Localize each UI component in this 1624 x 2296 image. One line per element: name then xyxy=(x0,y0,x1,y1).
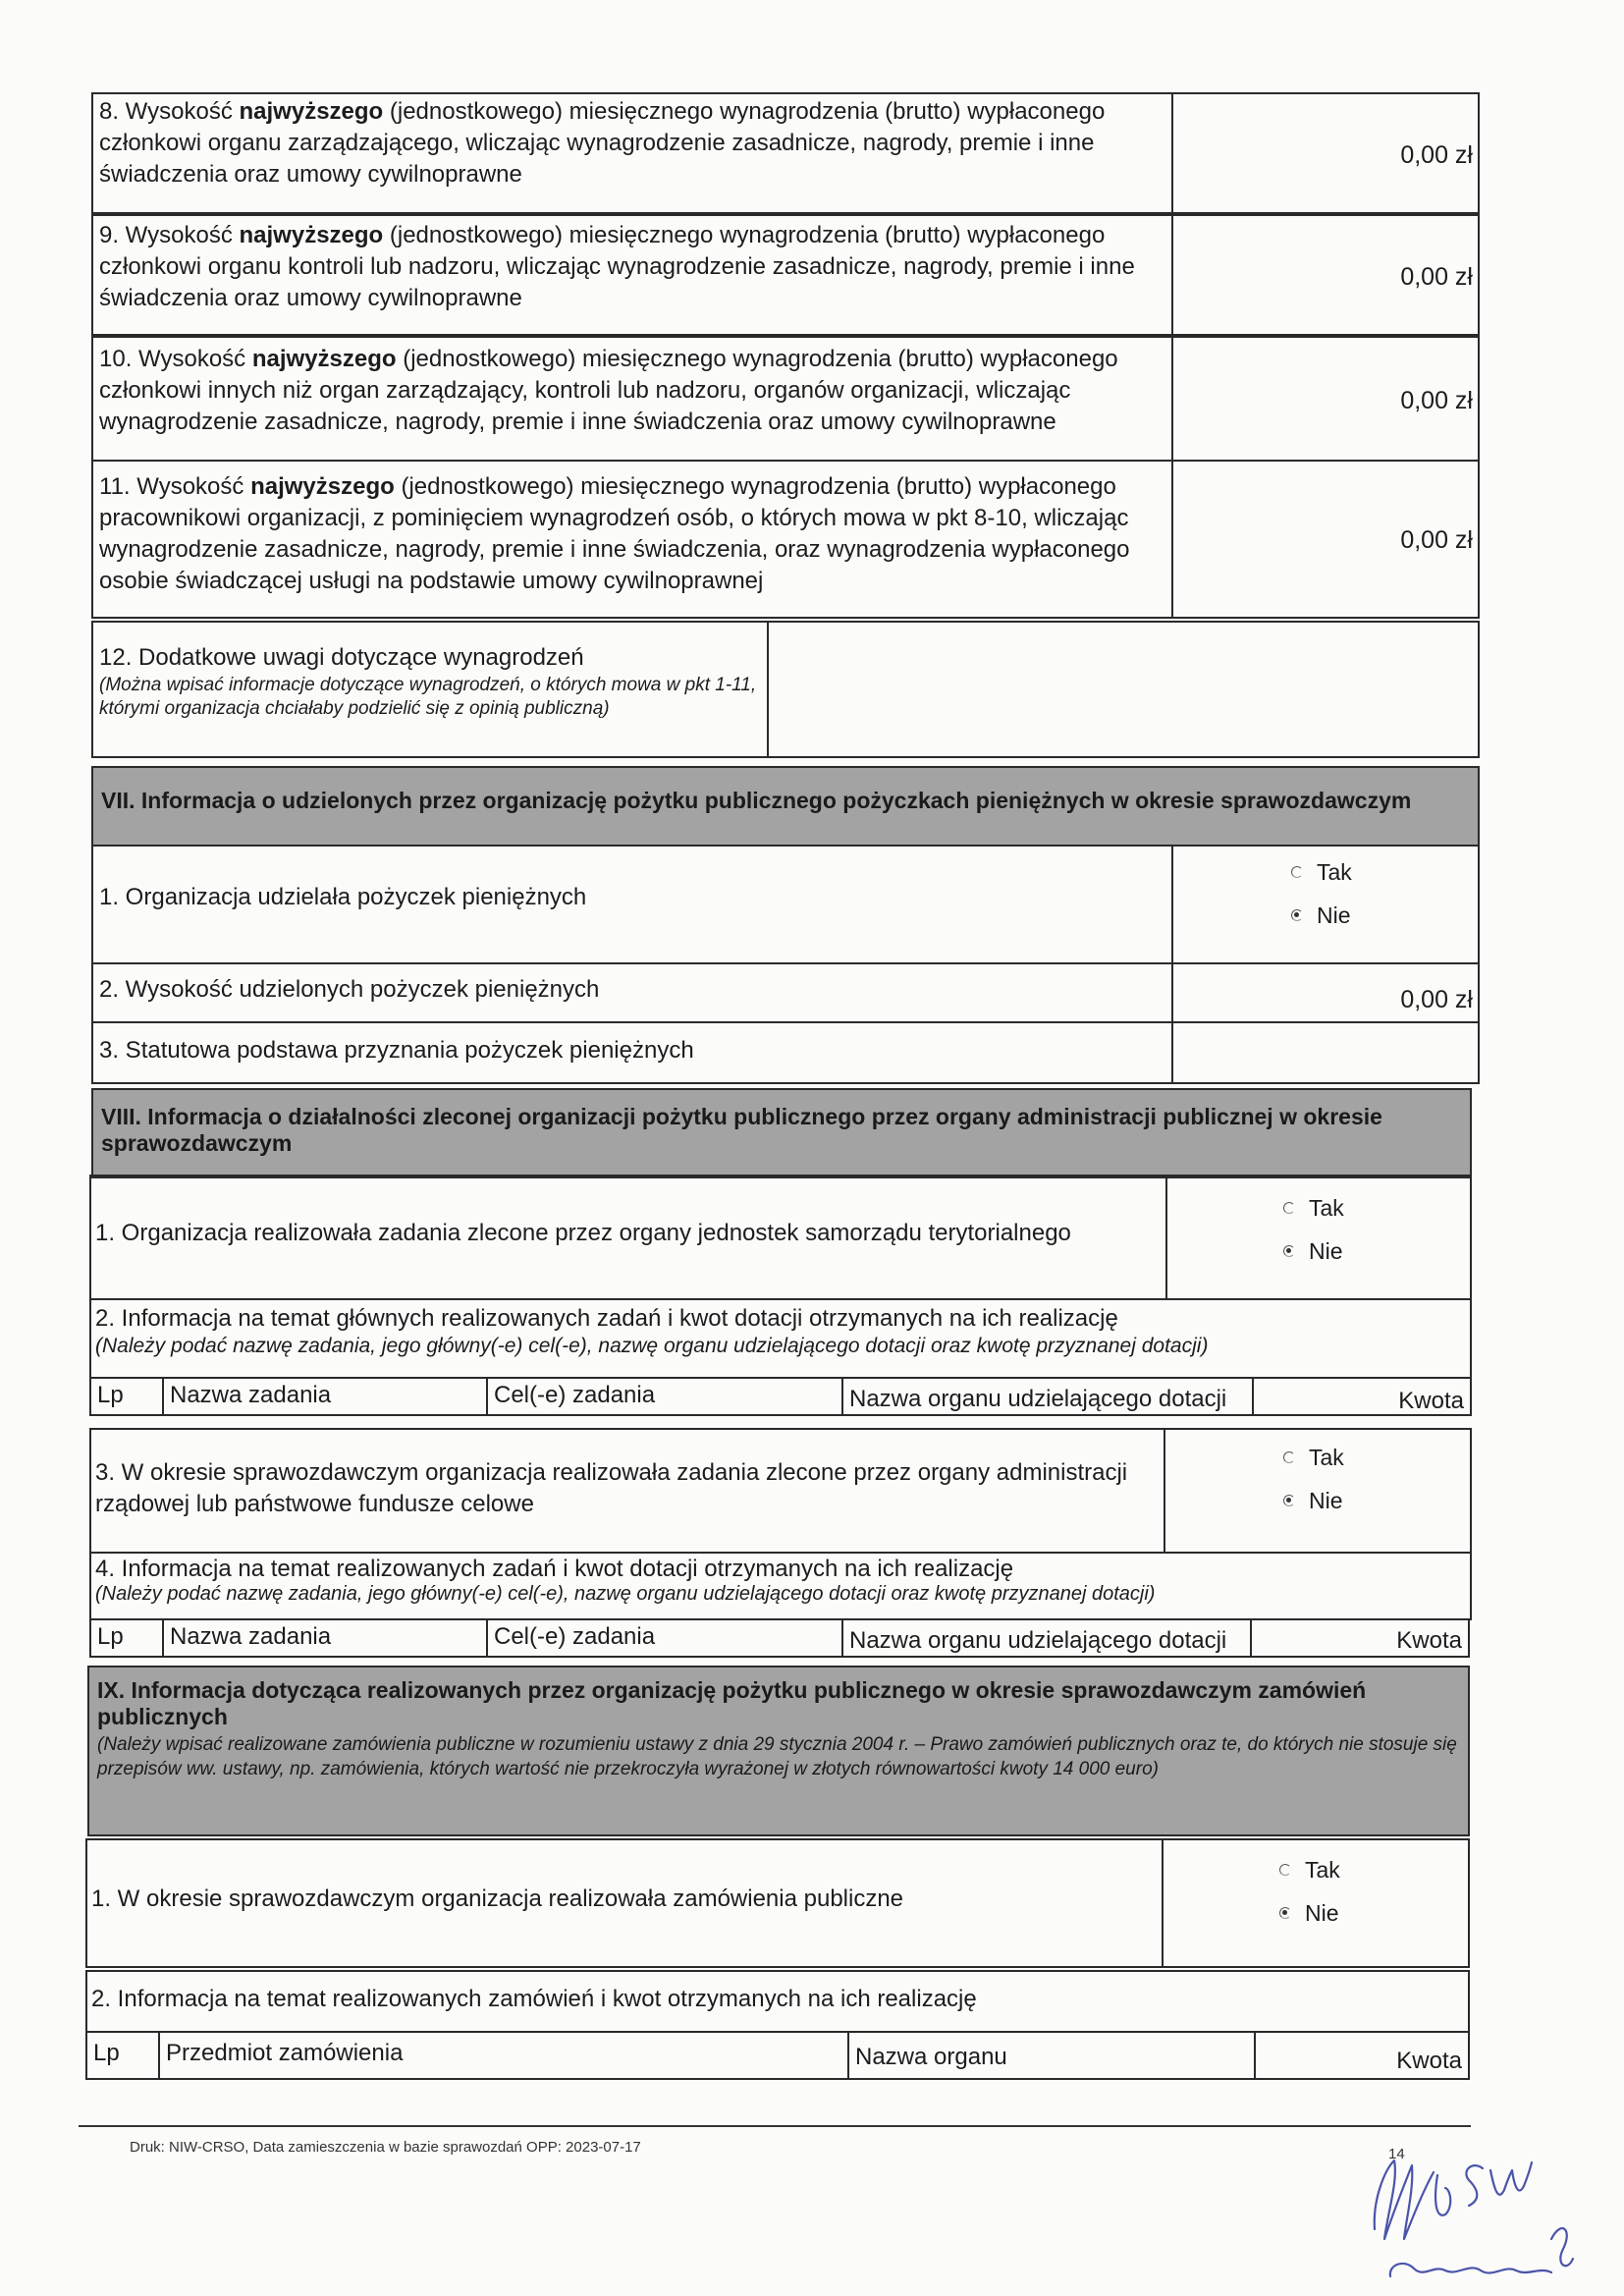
radio-checked-icon xyxy=(1279,1907,1291,1919)
viii-q1-label: 1. Organizacja realizowała zadania zlecone przez organy jednostek samorządu terytorialnego xyxy=(95,1220,1071,1246)
vii-q1-radio-group xyxy=(1291,850,1352,937)
section-ix-note: (Należy wpisać realizowane zamówienia publiczne w rozumieniu ustawy z dnia 29 stycznia 2004 r. – Prawo zamówień publicznych oraz te, do których nie stosuje się przepisów ww. ustawy, np. zamówienia, których wartość nie przekroczyła wyrażonej w złotych równowartości kwoty 14 000 euro) xyxy=(97,1734,1457,1779)
row-10-value: 0,00 zł xyxy=(1400,387,1473,414)
section-ix-title: IX. Informacja dotycząca realizowanych przez organizację pożytku publicznego w okresie sprawozdawczym zamówień publicznych xyxy=(97,1677,1367,1729)
section-ix-header xyxy=(87,1666,1470,1836)
viii-q1-radio-group xyxy=(1283,1186,1344,1273)
vii-q3-value-cell xyxy=(1171,1021,1480,1084)
section-viii-header: VIII. Informacja o działalności zleconej organizacji pożytku publicznego przez organy administracji publicznej w okresie sprawozdawczym xyxy=(91,1088,1472,1178)
section-vii-header: VII. Informacja o udzielonych przez organizację pożytku publicznego pożyczkach pieniężnych w okresie sprawozdawczym xyxy=(91,766,1480,847)
row-11-value: 0,00 zł xyxy=(1400,526,1473,554)
viii-table1-col-cel: Cel(-e) zadania xyxy=(486,1377,843,1416)
ix-table-col-przedmiot: Przedmiot zamówienia xyxy=(158,2031,849,2080)
row-9-value: 0,00 zł xyxy=(1400,263,1473,291)
viii-table2-col-lp: Lp xyxy=(89,1618,164,1658)
row-8-value: 0,00 zł xyxy=(1400,141,1473,169)
viii-q2-note: (Należy podać nazwę zadania, jego główny(-e) cel(-e), nazwę organu udzielającego dotacji oraz kwotę przyznanej dotacji) xyxy=(95,1335,1209,1357)
row-12-note: (Można wpisać informacje dotyczące wynagrodzeń, o których mowa w pkt 1-11, którymi organizacja chciałaby podzielić się z opinią publiczną) xyxy=(99,675,757,719)
row-9-label: 9. Wysokość najwyższego (jednostkowego) miesięcznego wynagrodzenia (brutto) wypłaconego członkowi organu kontroli lub nadzoru, wliczając wynagrodzenie zasadnicze, nagrody, premie i inne świadczenia oraz umowy cywilnoprawne xyxy=(99,222,1135,311)
viii-q2-label: 2. Informacja na temat głównych realizowanych zadań i kwot dotacji otrzymanych na ich realizację (Należy podać nazwę zadania, jego główny(-e) cel(-e), nazwę organu udzielającego dotacji oraz kwotę przyznanej dotacji) xyxy=(95,1304,1470,1359)
row-12-value-cell xyxy=(767,621,1480,758)
row-12-label: 12. Dodatkowe uwagi dotyczące wynagrodzeń (Można wpisać informacje dotyczące wynagrodzeń, o których mowa w pkt 1-11, którymi organizacja chciałaby podzielić się z opinią publiczną) xyxy=(99,644,757,719)
viii-table1-col-organ: Nazwa organu udzielającego dotacji xyxy=(841,1377,1254,1416)
radio-nie-label: Nie xyxy=(1309,1238,1343,1264)
ix-q1-label: 1. W okresie sprawozdawczym organizacja realizowała zamówienia publiczne xyxy=(91,1886,904,1912)
ix-table-col-kwota: Kwota xyxy=(1254,2031,1470,2080)
radio-checked-icon xyxy=(1283,1245,1295,1257)
viii-q4-note: (Należy podać nazwę zadania, jego główny(-e) cel(-e), nazwę organu udzielającego dotacji oraz kwotę przyznanej dotacji) xyxy=(95,1583,1156,1605)
radio-nie[interactable] xyxy=(1279,1891,1340,1935)
viii-table2-col-nazwa: Nazwa zadania xyxy=(162,1618,488,1658)
ix-table-col-organ: Nazwa organu xyxy=(847,2031,1256,2080)
viii-table1-col-nazwa: Nazwa zadania xyxy=(162,1377,488,1416)
radio-nie-label: Nie xyxy=(1305,1900,1339,1926)
radio-icon xyxy=(1279,1864,1291,1876)
viii-table1-col-lp: Lp xyxy=(89,1377,164,1416)
radio-tak[interactable] xyxy=(1291,850,1352,894)
radio-icon xyxy=(1283,1451,1295,1463)
viii-q4-label: 4. Informacja na temat realizowanych zadań i kwot dotacji otrzymanych na ich realizację (Należy podać nazwę zadania, jego główny(-e) cel(-e), nazwę organu udzielającego dotacji oraz kwotę przyznanej dotacji) xyxy=(95,1556,1470,1605)
radio-tak[interactable] xyxy=(1279,1848,1340,1891)
handwritten-signature-icon xyxy=(1355,2092,1610,2288)
vii-q2-label: 2. Wysokość udzielonych pożyczek pieniężnych xyxy=(99,976,600,1003)
vii-q2-value: 0,00 zł xyxy=(1400,986,1473,1013)
radio-checked-icon xyxy=(1291,909,1303,921)
radio-tak[interactable] xyxy=(1283,1186,1344,1230)
viii-q3-radio-group xyxy=(1283,1436,1344,1522)
radio-nie[interactable] xyxy=(1283,1230,1344,1273)
radio-checked-icon xyxy=(1283,1495,1295,1506)
vii-q1-label: 1. Organizacja udzielała pożyczek pieniężnych xyxy=(99,884,587,910)
ix-q2-label: 2. Informacja na temat realizowanych zamówień i kwot otrzymanych na ich realizację xyxy=(91,1986,977,2012)
viii-table2-col-organ: Nazwa organu udzielającego dotacji xyxy=(841,1618,1252,1658)
radio-tak-label: Tak xyxy=(1309,1445,1344,1470)
radio-tak-label: Tak xyxy=(1309,1195,1344,1221)
radio-nie[interactable] xyxy=(1291,894,1352,937)
ix-q1-radio-group xyxy=(1279,1848,1340,1935)
page-number: 14 xyxy=(1388,2146,1405,2162)
radio-nie[interactable] xyxy=(1283,1479,1344,1522)
radio-icon xyxy=(1291,866,1303,878)
viii-q3-label: 3. W okresie sprawozdawczym organizacja realizowała zadania zlecone przez organy administracji rządowej lub państwowe fundusze celowe xyxy=(95,1459,1128,1517)
radio-nie-label: Nie xyxy=(1309,1488,1343,1513)
footer-text: Druk: NIW-CRSO, Data zamieszczenia w bazie sprawozdań OPP: 2023-07-17 xyxy=(130,2139,641,2156)
viii-table1-col-kwota: Kwota xyxy=(1252,1377,1472,1416)
radio-tak[interactable] xyxy=(1283,1436,1344,1479)
row-11-label: 11. Wysokość najwyższego (jednostkowego) miesięcznego wynagrodzenia (brutto) wypłaconego pracownikowi organizacji, z pominięciem wynagrodzeń osób, o których mowa w pkt 8-10, wliczając wynagrodzenie zasadnicze, nagrody, premie i inne świadczenia, oraz wynagrodzenia wypłaconego osobie świadczącej usługi na podstawie umowy cywilnoprawnej xyxy=(99,473,1130,594)
vii-q3-label: 3. Statutowa podstawa przyznania pożyczek pieniężnych xyxy=(99,1037,694,1064)
row-10-label: 10. Wysokość najwyższego (jednostkowego) miesięcznego wynagrodzenia (brutto) wypłaconego członkowi innych niż organ zarządzający, kontroli lub nadzoru, organów organizacji, wliczając wynagrodzenie zasadnicze, nagrody, premie i inne świadczenia oraz umowy cywilnoprawne xyxy=(99,346,1118,435)
radio-nie-label: Nie xyxy=(1317,902,1351,928)
row-8-label: 8. Wysokość najwyższego (jednostkowego) miesięcznego wynagrodzenia (brutto) wypłaconego członkowi organu zarządzającego, wliczając wynagrodzenie zasadnicze, nagrody, premie i inne świadczenia oraz umowy cywilnoprawne xyxy=(99,98,1106,188)
viii-table2-col-cel: Cel(-e) zadania xyxy=(486,1618,843,1658)
viii-table2-col-kwota: Kwota xyxy=(1250,1618,1470,1658)
radio-icon xyxy=(1283,1202,1295,1214)
ix-table-col-lp: Lp xyxy=(85,2031,160,2080)
radio-tak-label: Tak xyxy=(1317,859,1352,885)
footer-rule xyxy=(79,2125,1471,2127)
radio-tak-label: Tak xyxy=(1305,1857,1340,1883)
